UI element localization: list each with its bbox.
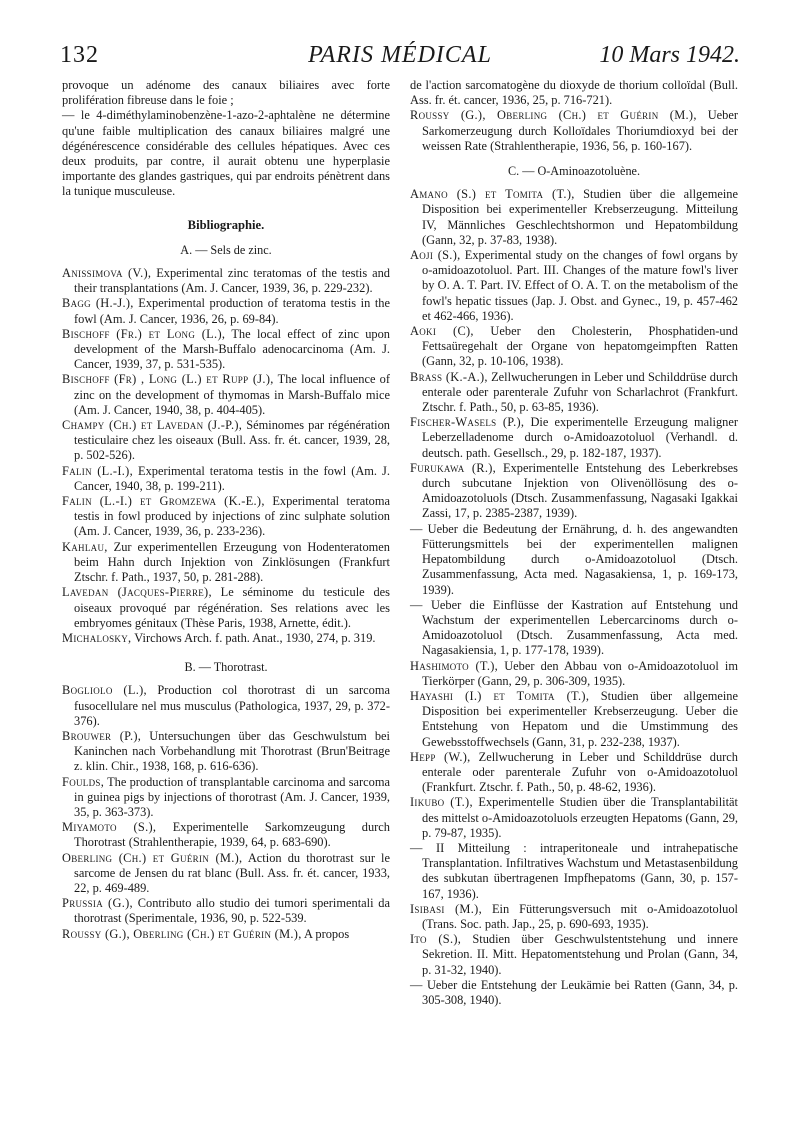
page-number: 132 [60, 42, 99, 68]
entry-citation: A propos [304, 926, 350, 941]
entry-author: Hashimoto (T.), [410, 658, 499, 673]
bibliography-entry [62, 296, 390, 326]
entry-citation: Ueber die Entstehung der Leukämie bei Ratten (Gann, 34, p. 305-308, 1940). [422, 977, 738, 1007]
entry-citation: Contributo allo studio dei tumori sperimentali da thorotrast (Sperimentale, 1936, 90, p. 522-539. [74, 896, 390, 926]
bibliography-entry [410, 795, 738, 841]
entry-citation: Die experimentelle Erzeugung maligner Leberzelladenome durch o-Amidoazotoluol (Verhandl. d. deutsch. path. Gesellsch., 29, p. 182-187, 1937). [422, 415, 738, 460]
entry-author: Miyamoto (S.), [62, 820, 157, 835]
bibliography-entry [62, 494, 390, 540]
entry-citation: Studien über Geschwulstentstehung und innere Sekretion. II. Mitt. Hepatomentstehung und Prolan (Gann, 34, p. 31-32, 1940). [422, 932, 738, 977]
bibliography-entry [410, 902, 738, 932]
bibliography-entry [410, 978, 738, 1008]
bibliography-entry [410, 689, 738, 750]
entry-citation: The local effect of zinc upon development of the Marsh-Buffalo adenocarcinoma (Am. J. Cancer, 1939, 37, p. 531-535). [74, 326, 390, 372]
bibliography-entry [62, 266, 390, 296]
bibliography-entry [62, 927, 390, 942]
entry-citation: Experimental teratoma testis in the fowl (Am. J. Cancer, 1940, 38, p. 199-211). [74, 463, 390, 493]
entry-author: Bischoff (Fr) , Long (L.) et Rupp (J.), [62, 372, 274, 387]
entries-c [410, 187, 738, 1008]
entry-author: Bischoff (Fr.) et Long (L.), [62, 326, 226, 341]
entry-citation: Zellwucherungen in Leber und Schilddrüse durch enterale oder parenterale Zufuhr von Scharlachrot (Frankfurt. Ztschr. f. Path., 50, p. 63-85, 1936). [422, 369, 738, 415]
bibliography-entry [62, 896, 390, 926]
bibliography-entry [410, 598, 738, 659]
bibliography-entry [62, 851, 390, 897]
entry-citation: Experimental production of teratoma testis in the fowl (Am. J. Cancer, 1936, 26, p. 69-84). [74, 296, 390, 326]
entry-author: Roussy (G.), Oberling (Ch.) et Guérin (M.), [410, 108, 697, 123]
entries-b [62, 683, 390, 941]
entry-author: Furukawa (R.), [410, 460, 497, 475]
bibliography-entry [410, 324, 738, 370]
entry-author: Hepp (W.), [410, 749, 471, 764]
entry-author: Aoji (S.), [410, 248, 461, 263]
bibliography-entry [62, 464, 390, 494]
bibliography-entry [410, 370, 738, 416]
entry-author: Hayashi (I.) et Tomita (T.), [410, 688, 590, 703]
entry-author: Foulds, [62, 774, 105, 789]
entry-citation: Ueber den Cholesterin, Phosphatiden-und Fettsaüregehalt der Organe von hepatomgeimpften Ratten (Gann, 32, p. 10-106, 1938). [422, 324, 739, 369]
bibliography-entry [62, 418, 390, 464]
entry-citation: Experimentelle Studien über die Transplantabilität des mittelst o-Amidoazotoluols erzeugten Hepatoms (Gann, 29, p. 79-87, 1935). [422, 795, 738, 840]
entry-author: Bogliolo (L.), [62, 683, 147, 698]
bibliography-entry [62, 631, 390, 646]
entry-author: — [410, 597, 423, 612]
entry-citation: Studien über allgemeine Disposition bei experimenteller Krebserzeugung. Ueber die Entstehung von Hepatom und die Umstimmung des Gewebsstoffwechsels (Gann, 31, p. 232-238, 1937). [422, 688, 738, 749]
bibliography-entry [62, 372, 390, 418]
entry-author: — [410, 840, 423, 855]
entry-author: Anissimova (V.), [62, 266, 152, 281]
entry-author: Isibasi (M.), [410, 901, 482, 916]
entry-citation: Ueber die Bedeutung der Ernährung, d. h. des angewandten Fütterungsmittels bei der experimentellen malignen Hepatombildung durch o-Amidoazotoluol (Dtsch. Zusammenfassung, Acta med. Nagasakiensa, 1, p. 169-173, 1939). [422, 521, 738, 597]
entry-citation: II Mitteilung : intraperitoneale und intrahepatische Transplantation. Infiltratives Wachstum und Metastasenbildung des subkutan übertragenen Impfhepatoms (Gann, 30, p. 157-167, 1936). [422, 840, 738, 901]
running-head [60, 42, 740, 76]
entry-citation: Production col thorotrast di un sarcoma fusocellulare nel mus musculus (Pathologica, 1937, 29, p. 372-376). [74, 683, 390, 728]
entry-author: Falin (L.-I.) et Gromzewa (K.-E.), [62, 494, 265, 509]
entry-author: Ito (S.), [410, 932, 462, 947]
bibliography-entry [410, 750, 738, 796]
bibliography-entry [62, 820, 390, 850]
left-column [62, 78, 390, 942]
section-a-heading: A. — Sels de zinc. [180, 242, 272, 257]
intro-paragraph: — le 4-diméthylaminobenzène-1-azo-2-aphtalène ne détermine qu'une faible multiplication des canaux biliaires malgré une dégénérescence considérable des cellules hépatiques. Avec ces deux produits, par contre, il aurait obtenu une hyperplasie importante des glandes gastriques, qui par endroits pénètrent dans la tunique musculeuse. [62, 108, 390, 199]
entry-citation: Ueber die Einflüsse der Kastration auf Entstehung und Wachstum der experimentellen Lebercarcinoms durch o-Amidoazotoluol (Dtsch. Zusammenfassung, Acta med. Nagasakiensia, 1, p. 177-178, 1939). [422, 597, 738, 658]
entry-author: Roussy (G.), Oberling (Ch.) et Guérin (M.), [62, 926, 302, 941]
bibliography-entry [62, 327, 390, 373]
entry-author: — [410, 521, 423, 536]
bibliography-entry [410, 248, 738, 324]
entry-citation: Le séminome du testicule des oiseaux provoqué par régénération. Ses relations avec les embryomes génitaux (Thèse Paris, 1938, Arnette, édit.). [74, 585, 390, 630]
entry-citation: Untersuchungen über das Geschwulstum bei Kaninchen nach Vorbehandlung mit Thorotrast (Brun'Beitrage z. klin. Chir., 1938, 168, p. 616-636). [74, 728, 390, 774]
entry-author: Prussia (G.), [62, 896, 133, 911]
entry-author: Lavedan (Jacques-Pierre), [62, 585, 212, 600]
right-column [410, 78, 738, 1008]
entry-author: Brass (K.-A.), [410, 369, 488, 384]
bibliography-entry [62, 585, 390, 631]
entry-citation: Zur experimentellen Erzeugung von Hodenteratomen beim Hahn durch Injektion von Zinklösungen (Frankfurt Ztschr. f. Path., 1937, 50, p. 281-288). [74, 539, 390, 585]
entry-citation: Ueber den Abbau von o-Amidoazotoluol im Tierkörper (Gann, 29, p. 306-309, 1935). [422, 658, 738, 688]
bibliography-entry [62, 540, 390, 586]
bibliography-entry [410, 187, 738, 248]
entry-author: — [410, 977, 423, 992]
entry-citation: Action du thorotrast sur le sarcome de Jensen du rat blanc (Bull. Ass. fr. ét. cancer, 1933, 22, p. 469-489. [74, 850, 390, 895]
bibliography-entry [410, 108, 738, 154]
bibliography-entry [410, 415, 738, 461]
entry-author: Iikubo (T.), [410, 795, 473, 810]
entry-author: Oberling (Ch.) et Guérin (M.), [62, 850, 243, 865]
entry-citation: Virchows Arch. f. path. Anat., 1930, 274, p. 319. [134, 630, 376, 645]
bibliography-entry [62, 775, 390, 821]
intro-paragraph: provoque un adénome des canaux biliaires avec forte prolifération fibreuse dans le foie ; [62, 78, 390, 108]
entry-author: Champy (Ch.) et Lavedan (J.-P.), [62, 418, 243, 433]
journal-title: PARIS MÉDICAL [308, 42, 492, 68]
entry-author: Kahlau, [62, 539, 108, 554]
bibliography-entry [410, 461, 738, 522]
entry-author: Fischer-Wasels (P.), [410, 415, 525, 430]
entry-citation: Ein Fütterungsversuch mit o-Amidoazotoluol (Trans. Soc. path. Jap., 25, p. 690-693, 1935). [422, 901, 738, 931]
entries-top [410, 108, 738, 154]
entry-author: Falin (L.-I.), [62, 463, 133, 478]
entry-citation: The local influence of zinc on the development of thymomas in Marsh-Buffalo mice (Am. J. Cancer, 1940, 38, p. 404-405). [74, 372, 391, 417]
bibliography-entry [62, 683, 390, 729]
entry-citation: Experimental zinc teratomas of the testis and their transplantations (Am. J. Cancer, 1939, 36, p. 229-232). [74, 266, 390, 296]
bibliography-entry [410, 932, 738, 978]
bibliography-entry [410, 841, 738, 902]
entry-citation: Experimentelle Sarkomzeugung durch Thorotrast (Strahlentherapie, 1939, 64, p. 683-690). [74, 820, 390, 850]
section-c-heading: C. — O-Aminoazotoluène. [507, 164, 640, 179]
entry-author: Aoki (C), [410, 324, 474, 339]
entry-citation: The production of transplantable carcinoma and sarcoma in guinea pigs by injections of thorotrast (Am. J. Cancer, 1939, 35, p. 363-373). [74, 774, 391, 819]
entry-author: Brouwer (P.), [62, 728, 142, 743]
entry-author: Bagg (H.-J.), [62, 296, 134, 311]
entry-citation: Ueber Sarkomerzeugung durch Kolloïdales Thoriumdioxyd bei der weissen Rate (Strahlentherapie, 1936, 56, p. 160-167). [422, 108, 738, 153]
entry-citation: Experimental teratoma testis in fowl produced by injections of zinc sulphate solution (Am. J. Cancer, 1939, 36, p. 233-236). [74, 494, 391, 539]
continuation-text: de l'action sarcomatogène du dioxyde de thorium colloïdal (Bull. Ass. fr. ét. cancer, 1936, 25, p. 716-721). [410, 78, 738, 108]
entry-citation: Experimentelle Entstehung des Leberkrebses durch subcutane Injektion von Olivenöllösung des o-Amidoazotoluols (Dtsch. Zusammenfassung, Nagasaki Igakkai Zassi, 17, p. 2385-2387, 1939). [422, 460, 738, 521]
entry-citation: Zellwucherung in Leber und Schilddrüse durch enterale oder parenterale Zufuhr von o-Amidoazotoluol (Frankfurt. Ztschr. f. Path., 50, p. 48-62, 1936). [422, 749, 738, 795]
bibliography-entry [410, 659, 738, 689]
section-b-heading: B. — Thorotrast. [184, 660, 268, 675]
bibliography-entry [410, 522, 738, 598]
bibliography-title: Bibliographie. [187, 217, 265, 232]
entry-citation: Studien über die allgemeine Disposition bei experimenteller Krebserzeugung. Mitteilung IV, Männliches Geschlechtshormon und Hepatombildung (Gann, 32, p. 37-83, 1938). [422, 187, 738, 247]
entries-a [62, 266, 390, 646]
issue-date: 10 Mars 1942. [599, 42, 740, 68]
entry-author: Michalosky, [62, 630, 132, 645]
entry-citation: Séminomes par régénération testiculaire chez les oiseaux (Bull. Ass. fr. ét. cancer, 1939, 28, p. 502-526). [74, 418, 390, 463]
entry-author: Amano (S.) et Tomita (T.), [410, 187, 575, 202]
entry-citation: Experimental study on the changes of fowl organs by o-amidoazotoluol. Part. III. Changes of the mature fowl's liver by O. A. T. Part. IV. Effect of O. A. T. on the metabolism of the fowl's hepatic tissues (Jap. J. Obst. and Gynec., 19, p. 457-462 et 462-466, 1936). [422, 248, 738, 323]
bibliography-entry [62, 729, 390, 775]
